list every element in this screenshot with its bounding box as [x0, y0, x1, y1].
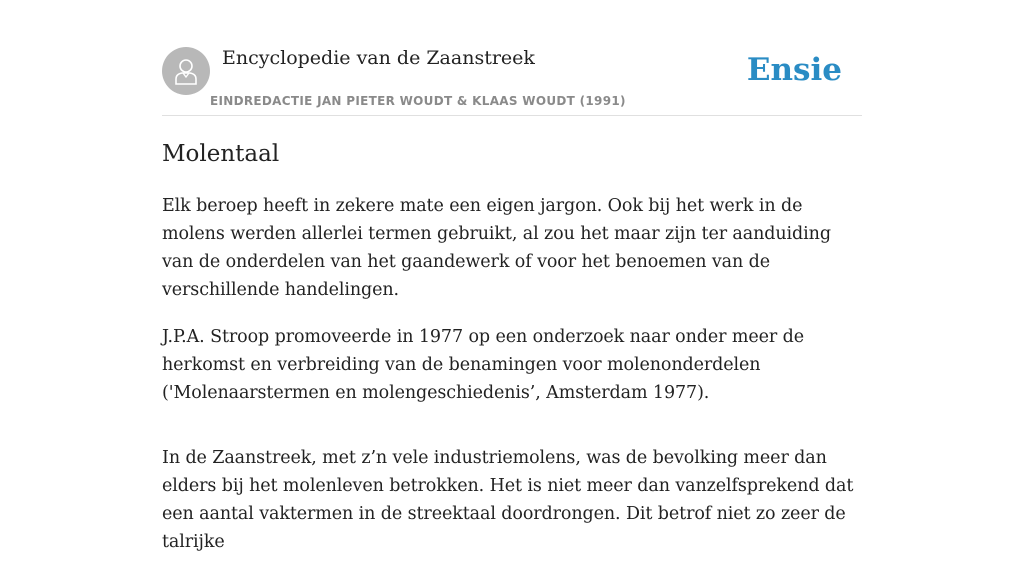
header [162, 46, 862, 116]
ensie-logo-link[interactable]: Ensie [746, 52, 842, 88]
article [162, 138, 862, 575]
user-icon [174, 57, 198, 85]
book-subtitle: EINDREDACTIE JAN PIETER WOUDT & KLAAS WOUDT (1991) [210, 94, 626, 108]
article-title: Molentaal [162, 141, 280, 167]
header-divider [162, 115, 862, 116]
avatar[interactable] [162, 47, 210, 95]
book-title-link[interactable]: Encyclopedie van de Zaanstreek [222, 47, 535, 69]
article-paragraph: In de Zaanstreek, met z’n vele industriemolens, was de bevolking meer dan elders bij het molenleven betrokken. Het is niet meer dan vanzelfsprekend dat een aantal vaktermen in de streektaal doordrongen. Dit betrof niet zo zeer de talrijke [162, 448, 854, 552]
article-paragraph: J.P.A. Stroop promoveerde in 1977 op een onderzoek naar onder meer de herkomst en verbreiding van de benamingen voor molenonderdelen ('Molenaarstermen en molengeschiedenis’, Amsterdam 1977). [162, 327, 804, 403]
article-paragraph: Elk beroep heeft in zekere mate een eigen jargon. Ook bij het werk in de molens werden allerlei termen gebruikt, al zou het maar zijn ter aanduiding van de onderdelen van het gaandewerk of voor het benoemen van de verschillende handelingen. [162, 196, 831, 300]
